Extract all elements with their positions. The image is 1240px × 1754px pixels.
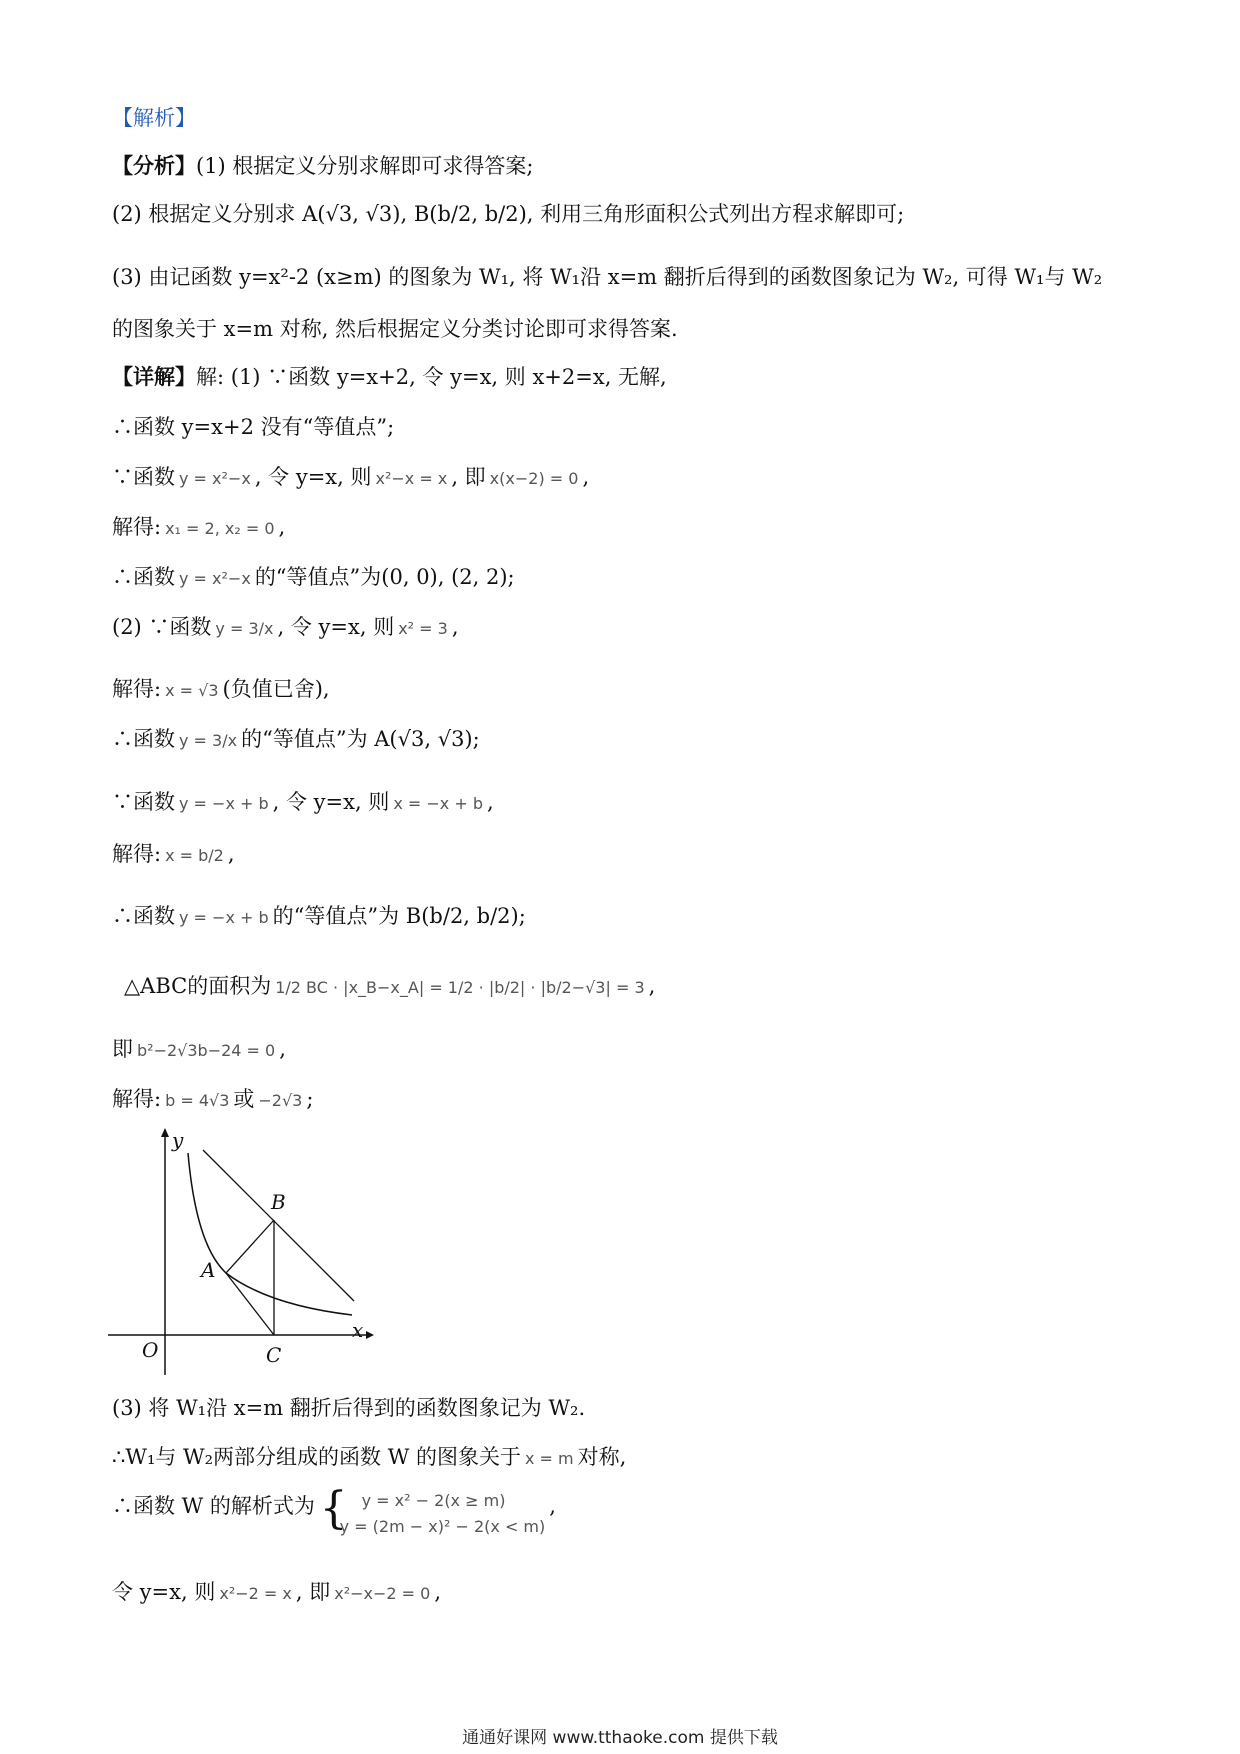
detail-line-17 [112, 1483, 556, 1544]
analysis-text-1: (1) 根据定义分别求解即可求得答案; [196, 154, 534, 178]
segment-ac [226, 1273, 274, 1335]
equation: x = m [524, 1449, 574, 1468]
equation: x = −x + b [393, 794, 483, 813]
text: , [648, 974, 656, 998]
equation: y = −x + b [179, 794, 269, 813]
text: , [582, 465, 590, 489]
text: , [451, 615, 459, 639]
y-axis-arrow-icon [161, 1128, 169, 1137]
equation: y = 3/x [179, 731, 238, 750]
equation: x = b/2 [165, 846, 224, 865]
text: ∴函数 [112, 727, 175, 751]
text: 解得: [112, 677, 162, 701]
detail-line-8 [112, 725, 480, 755]
text: ∵函数 [112, 790, 175, 814]
text: 或 [233, 1087, 255, 1111]
text: 对称, [577, 1445, 627, 1469]
detail-line-3 [112, 463, 589, 493]
detail-line-9 [112, 788, 494, 818]
text: 的“等值点”为 A(√3, √3); [241, 727, 480, 751]
detail-label: 【详解】 [112, 364, 196, 389]
detail-line-7 [112, 675, 330, 705]
text: , [227, 842, 235, 866]
text: 令 y=x, 则 [112, 1580, 216, 1604]
equation: b²−2√3b−24 = 0 [137, 1041, 276, 1060]
label-b: B [271, 1190, 286, 1214]
analysis-line-2: (2) 根据定义分别求 A(√3, √3), B(b/2, b/2), 利用三角形面积公式列出方程求解即可; [112, 202, 905, 226]
text: ∴函数 [112, 904, 175, 928]
text: , 令 y=x, 则 [272, 790, 390, 814]
detail-line-2: ∴函数 y=x+2 没有“等值点”; [112, 415, 395, 439]
x-axis-arrow-icon [366, 1331, 374, 1339]
hyperbola-curve [188, 1153, 352, 1315]
analysis-label: 【分析】 [112, 153, 196, 178]
equation: x²−2 = x [219, 1584, 292, 1603]
label-c: C [266, 1343, 282, 1367]
text: 解得: [112, 515, 162, 539]
detail-line-1 [112, 363, 667, 391]
equation: y = x²−x [179, 569, 251, 588]
detail-line-16 [112, 1443, 626, 1473]
label-o: O [142, 1338, 159, 1362]
equation: y = x²−x [179, 469, 251, 488]
equation: −2√3 [258, 1091, 303, 1110]
text: , 令 y=x, 则 [277, 615, 395, 639]
detail-line-18 [112, 1578, 441, 1608]
piecewise-function [319, 1483, 550, 1540]
detail-line-10 [112, 840, 235, 870]
text: 解得: [112, 842, 162, 866]
text: , 令 y=x, 则 [254, 465, 372, 489]
segment-ab [226, 1220, 274, 1273]
line-y-neg-x-plus-b [203, 1150, 354, 1301]
equation: x₁ = 2, x₂ = 0 [165, 519, 275, 538]
equation: x²−x−2 = 0 [334, 1584, 431, 1603]
brace-icon: { [319, 1483, 348, 1534]
equation: x = √3 [165, 681, 219, 700]
text: (负值已舍), [222, 677, 330, 701]
text: , [278, 515, 286, 539]
detail-line-4 [112, 513, 285, 543]
detail-line-15: (3) 将 W₁沿 x=m 翻折后得到的函数图象记为 W₂. [112, 1396, 586, 1420]
text: ∴函数 [112, 565, 175, 589]
text: 即 [112, 1037, 133, 1061]
detail-text-1: 解: (1) ∵函数 y=x+2, 令 y=x, 则 x+2=x, 无解, [196, 365, 667, 389]
detail-line-14 [112, 1085, 313, 1115]
text: , [487, 790, 494, 814]
solution-heading: 【解析】 [112, 106, 196, 130]
equation: 1/2 BC · |x_B−x_A| = 1/2 · |b/2| · |b/2−√3| = 3 [275, 978, 645, 997]
text: (2) ∵函数 [112, 615, 212, 639]
analysis-line-3: (3) 由记函数 y=x²-2 (x≥m) 的图象为 W₁, 将 W₁沿 x=m 翻折后得到的函数图象记为 W₂, 可得 W₁与 W₂ [112, 265, 1103, 289]
equation: y = 3/x [215, 619, 274, 638]
page-footer: 通通好课网 www.tthaoke.com 提供下载 [462, 1728, 778, 1748]
detail-line-12 [124, 972, 655, 1002]
text: 的“等值点”为 B(b/2, b/2); [272, 904, 526, 928]
text: , [434, 1580, 442, 1604]
piece-2: y = (2m − x)² − 2(x < m) [339, 1517, 546, 1536]
equation: y = −x + b [179, 908, 269, 927]
text: , 即 [451, 465, 486, 489]
text: ∴函数 W 的解析式为 [112, 1494, 315, 1518]
text: ; [306, 1087, 314, 1111]
equation: x²−x = x [375, 469, 448, 488]
text: ∵函数 [112, 465, 175, 489]
piece-1: y = x² − 2(x ≥ m) [361, 1491, 506, 1510]
label-y: y [172, 1128, 184, 1152]
detail-line-13 [112, 1035, 286, 1065]
analysis-line-4: 的图象关于 x=m 对称, 然后根据定义分类讨论即可求得答案. [112, 317, 678, 341]
text: △ABC的面积为 [124, 974, 272, 998]
text: 解得: [112, 1087, 162, 1111]
equation: x(x−2) = 0 [489, 469, 579, 488]
text: , [549, 1494, 556, 1518]
function-graph-figure [108, 1125, 378, 1380]
equation: x² = 3 [398, 619, 448, 638]
label-x: x [352, 1318, 364, 1342]
detail-line-11 [112, 902, 526, 932]
detail-line-5 [112, 563, 515, 593]
text: 的“等值点”为(0, 0), (2, 2); [254, 565, 515, 589]
analysis-line-1 [112, 152, 534, 180]
equation: b = 4√3 [165, 1091, 230, 1110]
detail-line-6 [112, 613, 459, 643]
text: ∴W₁与 W₂两部分组成的函数 W 的图象关于 [112, 1445, 521, 1469]
text: , 即 [295, 1580, 331, 1604]
text: , [279, 1037, 286, 1061]
label-a: A [201, 1258, 216, 1282]
